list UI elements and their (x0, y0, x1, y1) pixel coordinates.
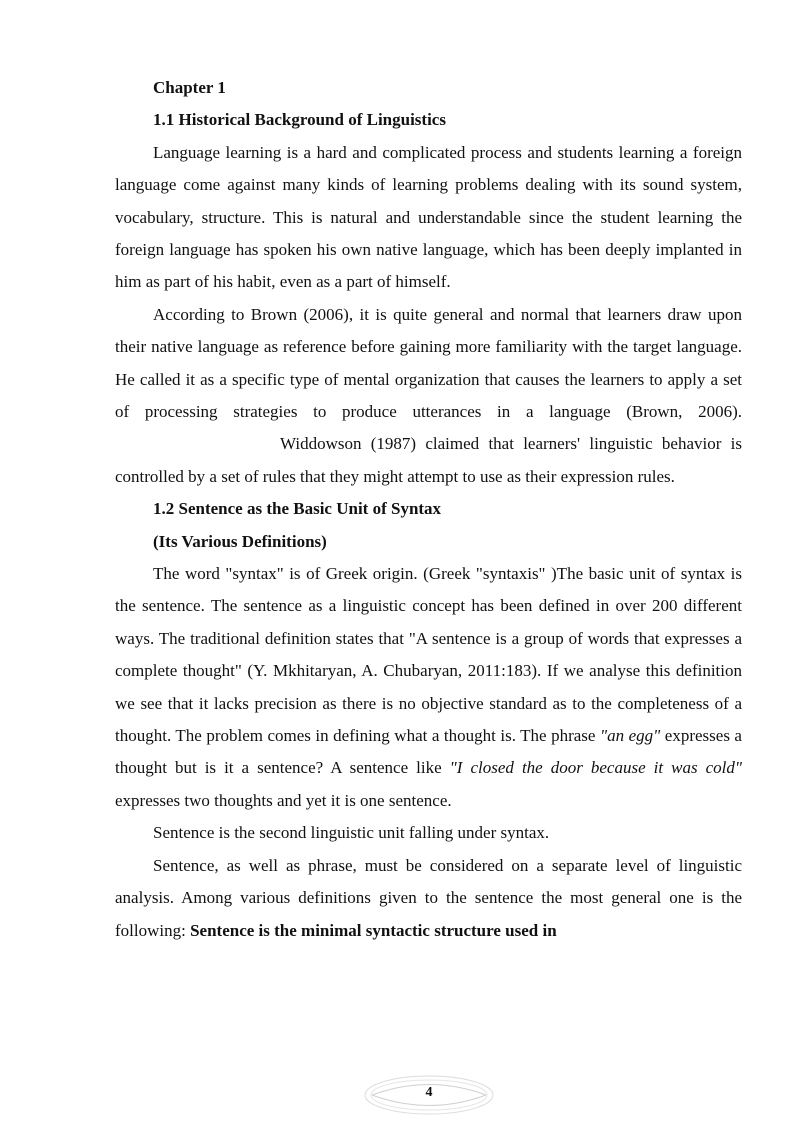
chapter-heading: Chapter 1 (153, 78, 226, 97)
definition-bold-text: Sentence is the minimal syntactic structure used in (190, 920, 557, 940)
section-1-2-subheading: (Its Various Definitions) (153, 531, 327, 551)
quote-an-egg: "an egg" (599, 726, 661, 746)
paragraph-definition-text: Sentence, as well as phrase, must be considered on a separate level of linguistic analysis. Among various definitions given to the sentence the most general one is the following: (115, 855, 742, 940)
paragraph-syntax-text: The word "syntax" is of Greek origin. (Greek "syntaxis" )The basic unit of syntax is the sentence. The sentence as a linguistic concept has been defined in over 200 different ways. The traditional definition states that "A sentence is a group of words that expresses a complete thought" (Y. Mkhitaryan, A. Chubaryan, 2011:183). If we analyse this definition we see that it lacks precision as there is no objective standard as to the completeness of a thought. The problem comes in defining what a thought is. The phrase (115, 564, 742, 746)
paragraph-syntax-origin (115, 558, 742, 817)
section-1-2-heading: 1.2 Sentence as the Basic Unit of Syntax (153, 499, 442, 519)
paragraph-language-learning: Language learning is a hard and complicated process and students learning a foreign language come against many kinds of learning problems dealing with its sound system, vocabulary, structure. This is natural and understandable since the student learning the foreign language has spoken his own native language, which has been deeply implanted in him as part of his habit, even as a part of himself. (115, 142, 742, 292)
paragraph-syntax-text-3: expresses two thoughts and yet it is one sentence. (115, 790, 452, 810)
quote-closed-door: "I closed the door because it was cold" (449, 758, 742, 778)
paragraph-syntax-text-2: expresses a thought but is it a sentence? A sentence like (115, 726, 742, 778)
paragraph-second-unit: Sentence is the second linguistic unit falling under syntax. (153, 823, 550, 843)
paragraph-sentence-definition (115, 850, 742, 947)
section-1-1-heading: 1.1 Historical Background of Linguistics (153, 110, 446, 130)
page-number: 4 (425, 1085, 433, 1100)
paragraph-brown-text: According to Brown (2006), it is quite general and normal that learners draw upon their native language as reference before gaining more familiarity with the target language. He called it as a specific type of mental organization that causes the learners to apply a set of processing strategies to produce utterances in a language (Brown, 2006). (115, 304, 742, 422)
paragraph-brown (115, 299, 742, 493)
paragraph-widdowson-text: Widdowson (1987) claimed that learners' linguistic behavior is controlled by a set of rules that they might attempt to use as their expression rules. (115, 434, 742, 486)
page-content (115, 72, 742, 947)
